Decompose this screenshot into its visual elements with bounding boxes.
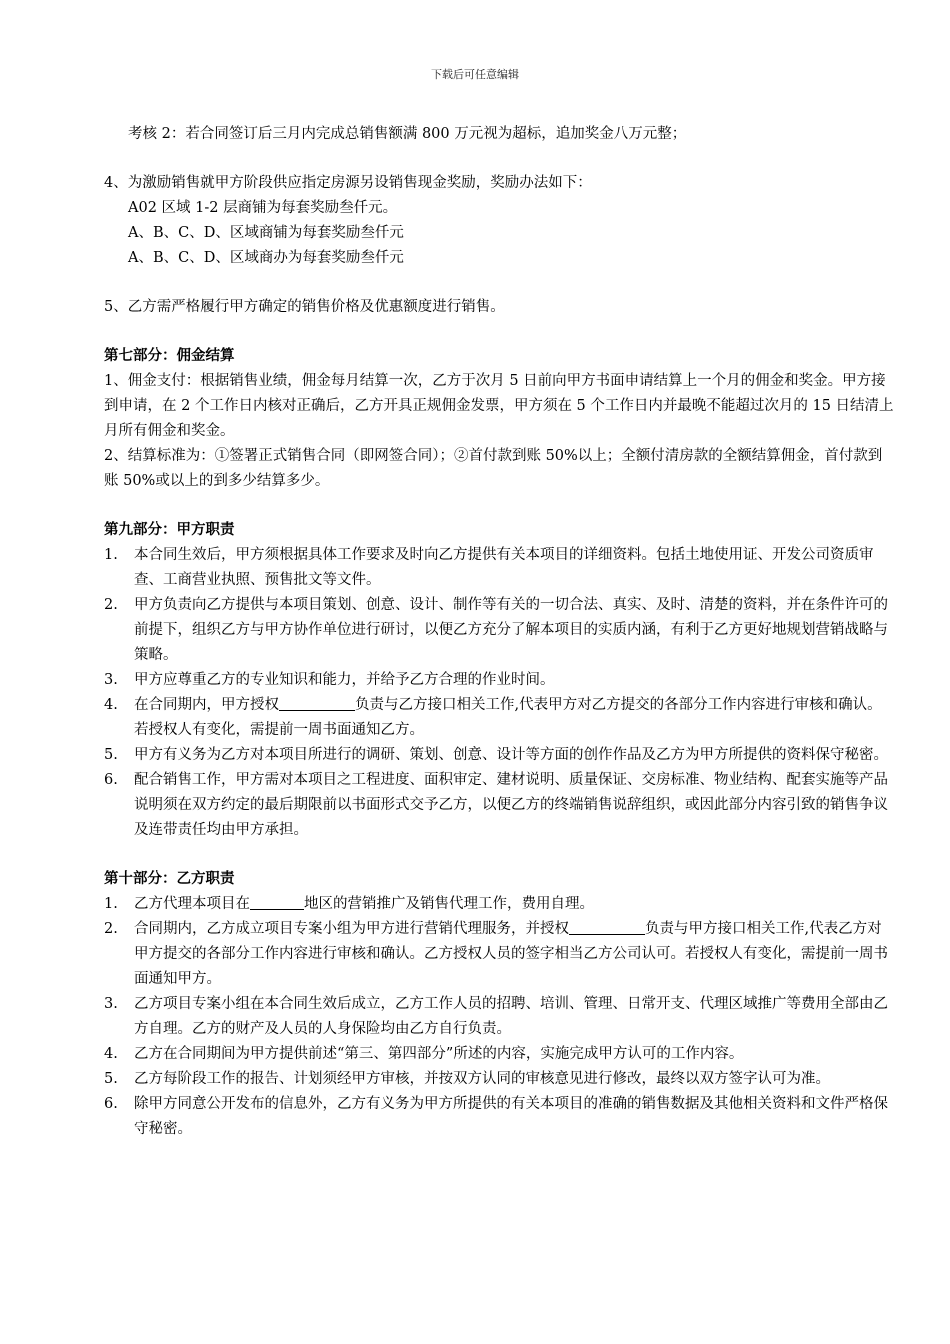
blank-line [279, 694, 355, 711]
list-item: 1. 本合同生效后，甲方须根据具体工作要求及时向乙方提供有关本项目的详细资料。包括土地使用证、开发公司资质审查、工商营业执照、预售批文等文件。 [104, 547, 874, 588]
list-item: 6. 除甲方同意公开发布的信息外，乙方有义务为甲方所提供的有关本项目的准确的销售数据及其他相关资料和文件严格保守秘密。 [104, 1096, 888, 1137]
list-item: 5. 乙方每阶段工作的报告、计划须经甲方审核，并按双方认同的审核意见进行修改，最终以双方签字认可为准。 [104, 1071, 830, 1087]
reward-sub-3: A、B、C、D、区域商办为每套奖励叁仟元 [128, 250, 404, 266]
section-10-list [104, 892, 894, 1142]
list-item: 6. 配合销售工作，甲方需对本项目之工程进度、面积审定、建材说明、质量保证、交房标准、物业结构、配套实施等产品说明须在双方约定的最后期限前以书面形式交予乙方，以便乙方的终端销售说辞组织，或因此部分内容引致的销售争议及连带责任均由甲方承担。 [104, 772, 888, 838]
reward-item-4: 4、为激励销售就甲方阶段供应指定房源另设销售现金奖励，奖励办法如下： [104, 175, 592, 191]
price-item-5: 5、乙方需严格履行甲方确定的销售价格及优惠额度进行销售。 [104, 299, 505, 315]
list-item: 1. 乙方代理本项目在 地区的营销推广及销售代理工作，费用自理。 [104, 892, 894, 917]
list-item: 4. 在合同期内，甲方授权 负责与乙方接口相关工作,代表甲方对乙方提交的各部分工作内容进行审核和确认。若授权人有变化，需提前一周书面通知乙方。 [104, 693, 894, 743]
blank-line [250, 893, 304, 910]
list-item: 3. 甲方应尊重乙方的专业知识和能力，并给予乙方合理的作业时间。 [104, 672, 555, 688]
list-item: 2. 甲方负责向乙方提供与本项目策划、创意、设计、制作等有关的一切合法、真实、及时、清楚的资料，并在条件许可的前提下，组织乙方与甲方协作单位进行研讨，以便乙方充分了解本项目的实质内涵，有利于乙方更好地规划营销战略与策略。 [104, 597, 888, 663]
reward-sub-1: A02 区域 1-2 层商铺为每套奖励叁仟元。 [128, 200, 398, 216]
blank-line [569, 918, 645, 935]
list-item: 3. 乙方项目专案小组在本合同生效后成立，乙方工作人员的招聘、培训、管理、日常开支、代理区域推广等费用全部由乙方自理。乙方的财产及人员的人身保险均由乙方自行负责。 [104, 996, 888, 1037]
section-9-title: 第九部分：甲方职责 [104, 522, 235, 538]
section-7-para-2: 2、结算标准为：①签署正式销售合同（即网签合同）；②首付款到账 50%以上；全额付清房款的全额结算佣金，首付款到账 50%或以上的到多少结算多少。 [104, 448, 883, 489]
page-header: 下载后可任意编辑 [431, 68, 519, 81]
section-10-title: 第十部分：乙方职责 [104, 871, 235, 887]
section-7-title: 第七部分：佣金结算 [104, 348, 235, 364]
list-item: 4. 乙方在合同期间为甲方提供前述“第三、第四部分”所述的内容，实施完成甲方认可的工作内容。 [104, 1046, 744, 1062]
list-item: 5. 甲方有义务为乙方对本项目所进行的调研、策划、创意、设计等方面的创作作品及乙方为甲方所提供的资料保守秘密。 [104, 747, 888, 763]
document-body [104, 122, 894, 1142]
reward-sub-2: A、B、C、D、区域商铺为每套奖励叁仟元 [128, 225, 404, 241]
kaohe-2: 考核 2：若合同签订后三月内完成总销售额满 800 万元视为超标，追加奖金八万元整； [128, 126, 687, 142]
section-7-para-1: 1、佣金支付：根据销售业绩，佣金每月结算一次，乙方于次月 5 日前向甲方书面申请结算上一个月的佣金和奖金。甲方接到申请，在 2 个工作日内核对正确后，乙方开具正规佣金发票，甲方须在 5 个工作日内并最晚不能超过次月的 15 日结清上月所有佣金和奖金。 [104, 373, 894, 439]
list-item: 2. 合同期内，乙方成立项目专案小组为甲方进行营销代理服务，并授权 负责与甲方接口相关工作,代表乙方对甲方提交的各部分工作内容进行审核和确认。乙方授权人员的签字相当乙方公司认可。若授权人有变化，需提前一周书面通知甲方。 [104, 917, 894, 992]
section-9-list [104, 543, 894, 843]
